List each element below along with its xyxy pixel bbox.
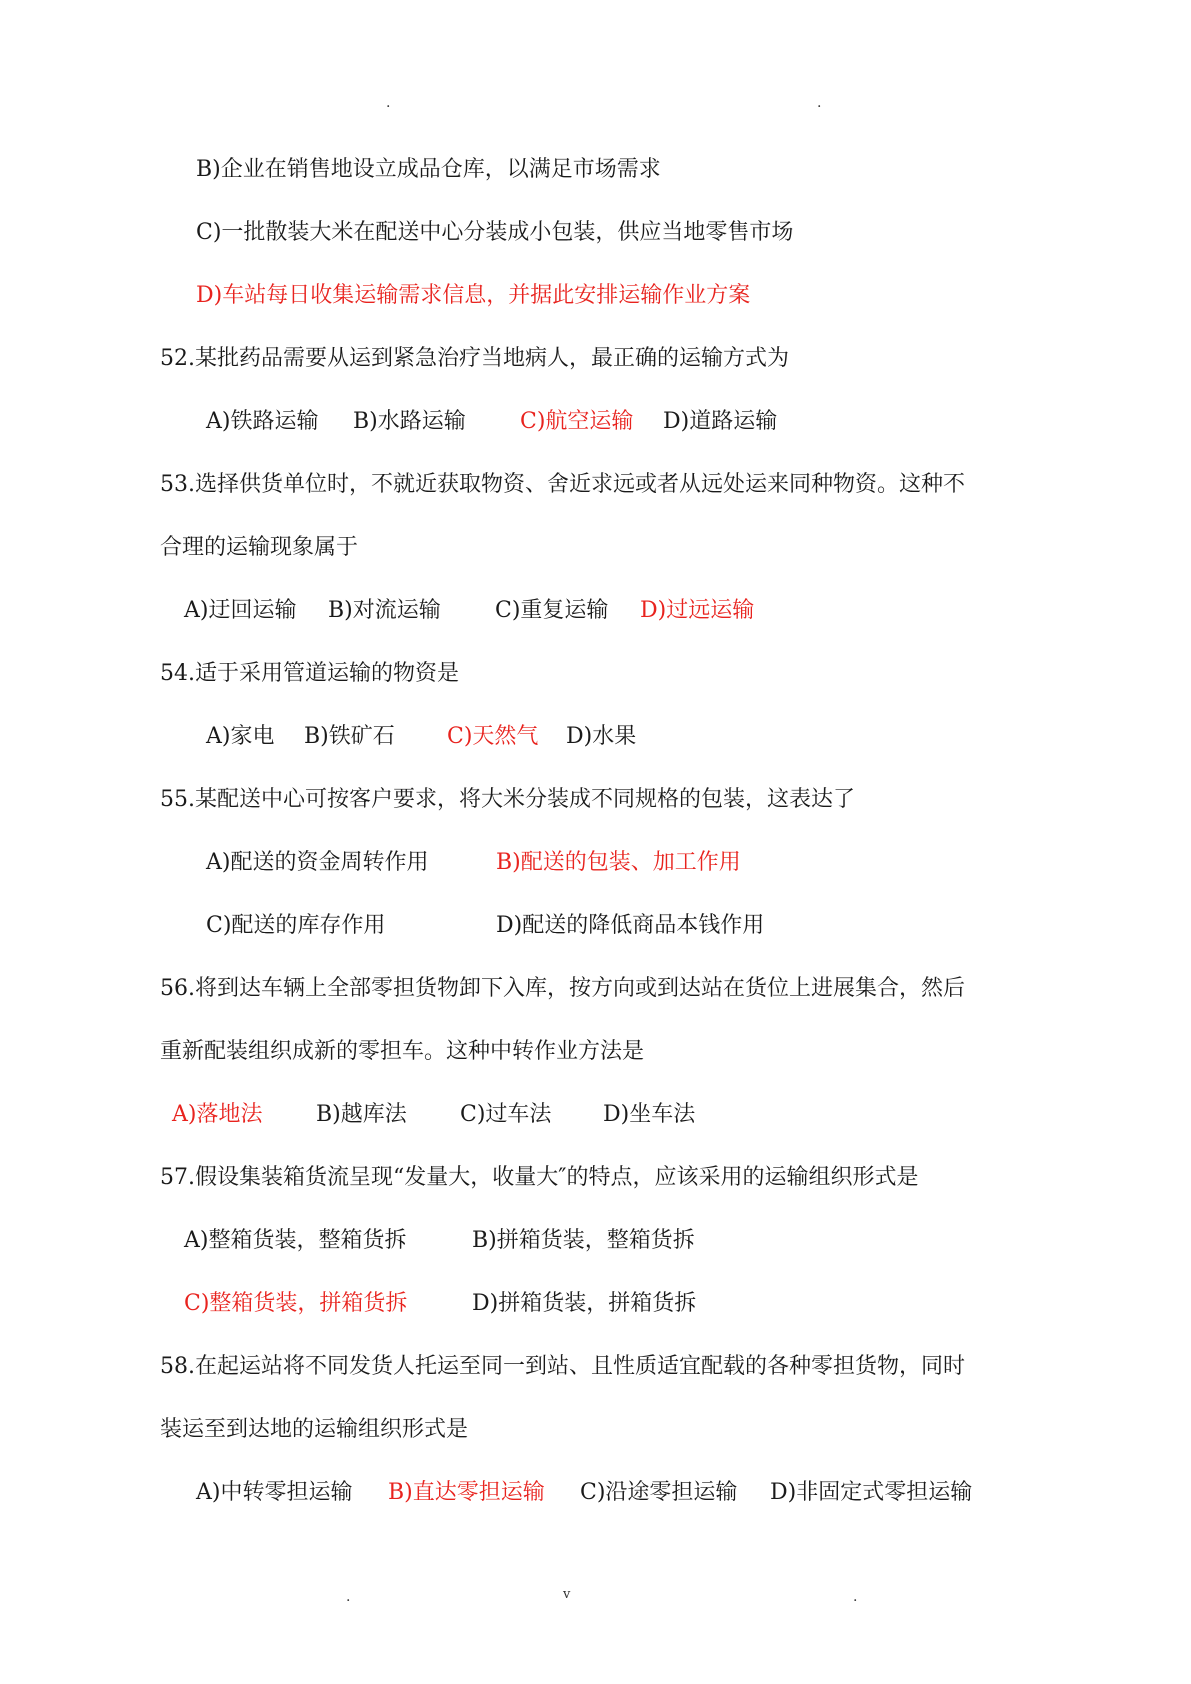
q57-option-c-answer: C)整箱货装，拼箱货拆 xyxy=(184,1291,408,1316)
q55-stem: 55.某配送中心可按客户要求，将大米分装成不同规格的包装，这表达了 xyxy=(160,787,855,812)
q51-option-b: B)企业在销售地设立成品仓库，以满足市场需求 xyxy=(196,157,661,182)
q52-option-c-answer: C)航空运输 xyxy=(520,409,634,434)
q52-option-b: B)水路运输 xyxy=(353,409,466,434)
q51-option-c: C)一批散装大米在配送中心分装成小包装，供应当地零售市场 xyxy=(196,220,794,245)
q52-option-d: D)道路运输 xyxy=(663,409,778,434)
footer-dot-left: . xyxy=(346,1589,351,1605)
q54-option-a: A)家电 xyxy=(206,724,275,749)
q51-option-d-answer: D)车站每日收集运输需求信息，并据此安排运输作业方案 xyxy=(196,283,751,308)
q53-option-d-answer: D)过远运输 xyxy=(640,598,755,623)
footer-page-mark: v xyxy=(563,1587,571,1602)
q52-option-a: A)铁路运输 xyxy=(206,409,319,434)
q58-stem-line1: 58.在起运站将不同发货人托运至同一到站、且性质适宜配载的各种零担货物，同时 xyxy=(160,1354,965,1379)
q58-option-c: C)沿途零担运输 xyxy=(580,1480,738,1505)
q57-option-a: A)整箱货装，整箱货拆 xyxy=(184,1228,407,1253)
q53-stem-line1: 53.选择供货单位时，不就近获取物资、舍近求远或者从远处运来同种物资。这种不 xyxy=(160,472,965,497)
q58-stem-line2: 装运至到达地的运输组织形式是 xyxy=(160,1417,469,1442)
header-dot-left: . xyxy=(386,95,391,111)
q56-option-b: B)越库法 xyxy=(316,1102,407,1127)
q53-stem-line2: 合理的运输现象属于 xyxy=(160,535,359,560)
q53-option-a: A)迂回运输 xyxy=(184,598,297,623)
q54-stem: 54.适于采用管道运输的物资是 xyxy=(160,661,459,686)
q53-option-b: B)对流运输 xyxy=(328,598,441,623)
q54-option-d: D)水果 xyxy=(566,724,637,749)
q55-option-a: A)配送的资金周转作用 xyxy=(206,850,429,875)
q55-option-c: C)配送的库存作用 xyxy=(206,913,386,938)
q54-option-b: B)铁矿石 xyxy=(304,724,395,749)
header-dot-right: . xyxy=(817,95,822,111)
q57-stem: 57.假设集装箱货流呈现“发量大，收量大″的特点，应该采用的运输组织形式是 xyxy=(160,1165,919,1190)
q52-stem: 52.某批药品需要从运到紧急治疗当地病人，最正确的运输方式为 xyxy=(160,346,789,371)
q56-stem-line2: 重新配装组织成新的零担车。这种中转作业方法是 xyxy=(160,1039,645,1064)
q58-option-b-answer: B)直达零担运输 xyxy=(388,1480,545,1505)
q57-option-b: B)拼箱货装，整箱货拆 xyxy=(472,1228,695,1253)
q57-option-d: D)拼箱货装，拼箱货拆 xyxy=(472,1291,697,1316)
q55-option-b-answer: B)配送的包装、加工作用 xyxy=(496,850,741,875)
q56-option-c: C)过车法 xyxy=(460,1102,552,1127)
q53-option-c: C)重复运输 xyxy=(495,598,609,623)
q56-stem-line1: 56.将到达车辆上全部零担货物卸下入库，按方向或到达站在货位上进展集合，然后 xyxy=(160,976,965,1001)
q56-option-a-answer: A)落地法 xyxy=(172,1102,263,1127)
q54-option-c-answer: C)天然气 xyxy=(447,724,539,749)
q55-option-d: D)配送的降低商品本钱作用 xyxy=(496,913,765,938)
footer-dot-right: . xyxy=(853,1589,858,1605)
q58-option-a: A)中转零担运输 xyxy=(196,1480,353,1505)
q56-option-d: D)坐车法 xyxy=(603,1102,696,1127)
q58-option-d: D)非固定式零担运输 xyxy=(770,1480,973,1505)
